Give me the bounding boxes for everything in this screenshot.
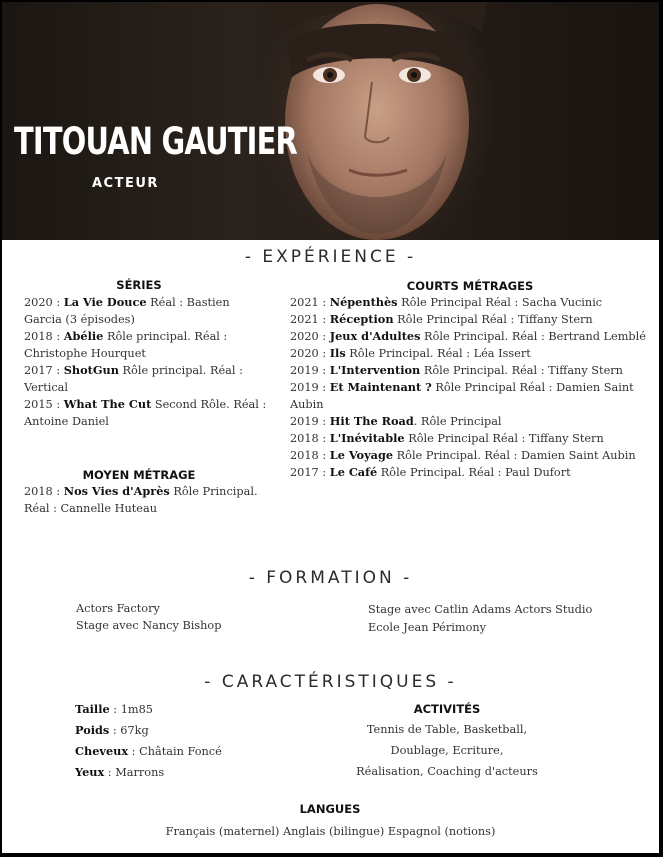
moyen-metrage-entry: 2018 : Nos Vies d'Après Rôle Principal. Réal : Cannelle Huteau bbox=[24, 484, 258, 515]
court-metrage-entry: 2019 : Hit The Road. Rôle Principal bbox=[290, 414, 502, 428]
court-metrage-entry: 2018 : L'Inévitable Rôle Principal Réal : Tiffany Stern bbox=[290, 431, 604, 445]
formation-right-list bbox=[368, 601, 592, 637]
traits-list bbox=[75, 699, 222, 783]
formation-item: Actors Factory bbox=[76, 602, 160, 615]
trait-item: Taille : 1m85 bbox=[75, 702, 153, 716]
court-metrage-entry: 2019 : L'Intervention Rôle Principal. Réal : Tiffany Stern bbox=[290, 363, 623, 377]
court-metrage-entry: 2018 : Le Voyage Rôle Principal. Réal : Damien Saint Aubin bbox=[290, 448, 636, 462]
actor-name: TITOUAN GAUTIER bbox=[14, 120, 297, 163]
formation-item: Stage avec Catlin Adams Actors Studio bbox=[368, 603, 593, 616]
activite-line: Tennis de Table, Basketball, bbox=[366, 723, 528, 736]
court-metrage-entry: 2017 : Le Café Rôle Principal. Réal : Paul Dufort bbox=[290, 465, 571, 479]
trait-item: Yeux : Marrons bbox=[75, 765, 165, 779]
caracteristiques-heading: - CARACTÉRISTIQUES - bbox=[204, 672, 457, 692]
actor-role: ACTEUR bbox=[92, 176, 159, 191]
court-metrage-entry: 2021 : Réception Rôle Principal Réal : Tiffany Stern bbox=[290, 312, 593, 326]
series-entry: 2020 : La Vie Douce Réal : Bastien Garcia (3 épisodes) bbox=[24, 295, 230, 326]
courts-metrages-heading: COURTS MÉTRAGES bbox=[406, 279, 534, 293]
series-entry: 2018 : Abélie Rôle principal. Réal : Christophe Hourquet bbox=[24, 329, 228, 360]
formation-heading: - FORMATION - bbox=[248, 568, 413, 588]
court-metrage-entry: 2020 : Ils Rôle Principal. Réal : Léa Issert bbox=[290, 346, 531, 360]
trait-item: Poids : 67kg bbox=[75, 723, 149, 737]
formation-item: Ecole Jean Périmony bbox=[368, 621, 487, 634]
experience-heading: - EXPÉRIENCE - bbox=[244, 247, 417, 267]
header-photo-banner bbox=[2, 2, 659, 240]
activite-line: Réalisation, Coaching d'acteurs bbox=[356, 765, 538, 778]
court-metrage-entry: 2020 : Jeux d'Adultes Rôle Principal. Réal : Bertrand Lemblé bbox=[290, 329, 646, 343]
resume-page bbox=[2, 2, 659, 853]
series-heading: SÉRIES bbox=[116, 278, 162, 292]
langues-heading: LANGUES bbox=[299, 802, 361, 816]
series-list bbox=[24, 294, 274, 430]
formation-left-list bbox=[76, 600, 221, 634]
court-metrage-entry: 2019 : Et Maintenant ? Rôle Principal Réal : Damien Saint Aubin bbox=[290, 380, 634, 411]
activite-line: Doublage, Ecriture, bbox=[390, 744, 504, 757]
moyen-metrage-heading: MOYEN MÉTRAGE bbox=[82, 468, 196, 482]
formation-item: Stage avec Nancy Bishop bbox=[76, 619, 222, 632]
moyen-metrage-list bbox=[24, 483, 274, 517]
activites-heading: ACTIVITÉS bbox=[413, 702, 481, 716]
court-metrage-entry: 2021 : Népenthès Rôle Principal Réal : Sacha Vucinic bbox=[290, 295, 603, 309]
series-entry: 2015 : What The Cut Second Rôle. Réal : Antoine Daniel bbox=[24, 397, 267, 428]
courts-metrages-list bbox=[290, 294, 650, 481]
langues-text: Français (maternel) Anglais (bilingue) Espagnol (notions) bbox=[165, 825, 496, 838]
series-entry: 2017 : ShotGun Rôle principal. Réal : Vertical bbox=[24, 363, 243, 394]
activites-list bbox=[347, 719, 547, 782]
trait-item: Cheveux : Châtain Foncé bbox=[75, 744, 222, 758]
